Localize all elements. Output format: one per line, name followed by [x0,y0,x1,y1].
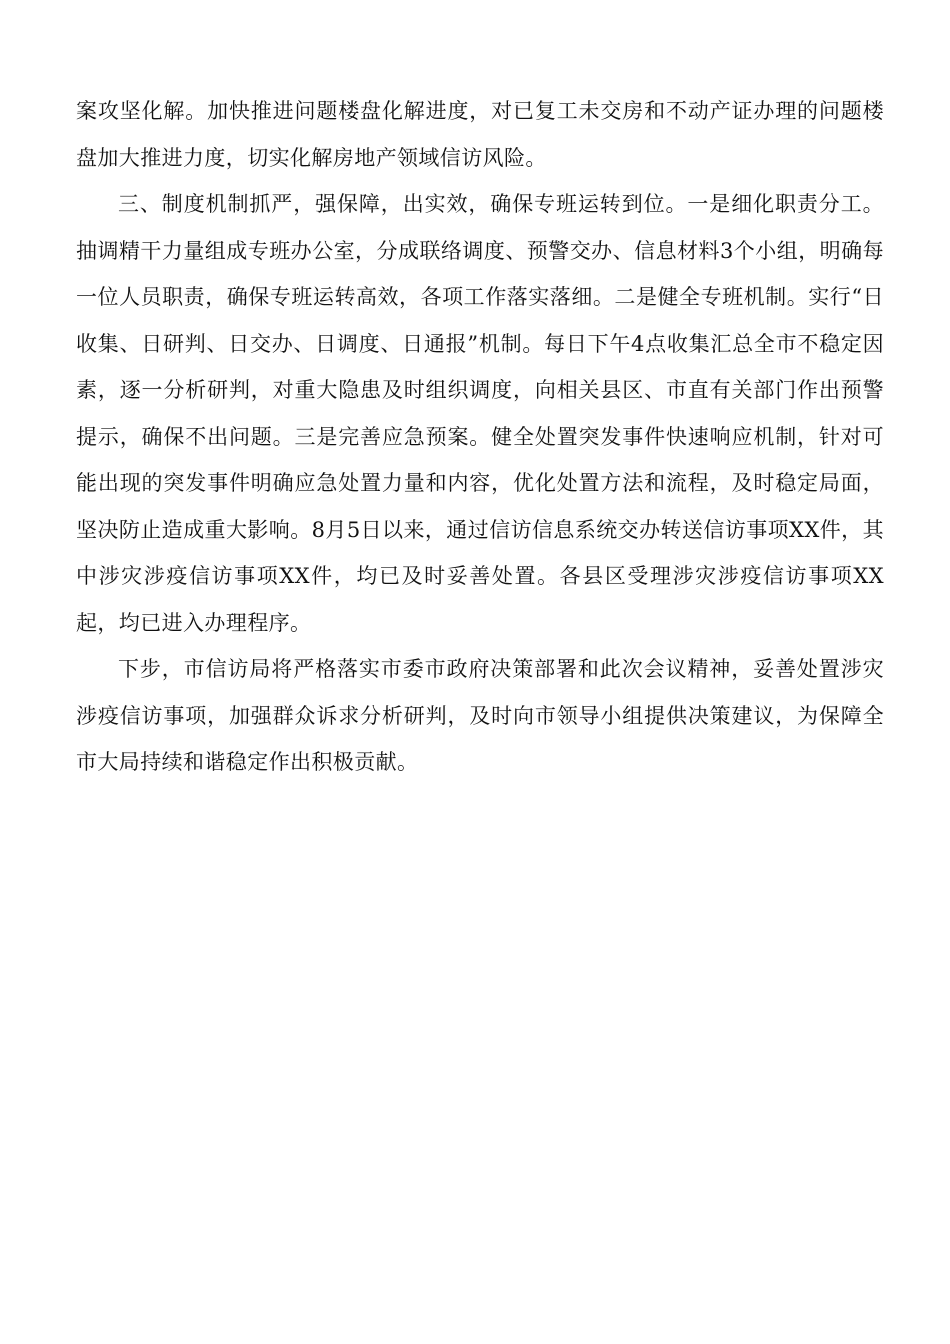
document-body [76,88,884,786]
paragraph-section-three: 三、制度机制抓严，强保障，出实效，确保专班运转到位。一是细化职责分工。抽调精干力量组成专班办公室，分成联络调度、预警交办、信息材料3个小组，明确每一位人员职责，确保专班运转高效，各项工作落实落细。二是健全专班机制。实行“日收集、日研判、日交办、日调度、日通报”机制。每日下午4点收集汇总全市不稳定因素，逐一分析研判，对重大隐患及时组织调度，向相关县区、市直有关部门作出预警提示，确保不出问题。三是完善应急预案。健全处置突发事件快速响应机制，针对可能出现的突发事件明确应急处置力量和内容，优化处置方法和流程，及时稳定局面，坚决防止造成重大影响。8月5日以来，通过信访信息系统交办转送信访事项XX件，其中涉灾涉疫信访事项XX件，均已及时妥善处置。各县区受理涉灾涉疫信访事项XX起，均已进入办理程序。 [76,192,884,635]
paragraph-next-steps: 下步，市信访局将严格落实市委市政府决策部署和此次会议精神，妥善处置涉灾涉疫信访事项，加强群众诉求分析研判，及时向市领导小组提供决策建议，为保障全市大局持续和谐稳定作出积极贡献。 [76,657,884,774]
paragraph-continuation: 案攻坚化解。加快推进问题楼盘化解进度，对已复工未交房和不动产证办理的问题楼盘加大推进力度，切实化解房地产领域信访风险。 [76,99,884,170]
